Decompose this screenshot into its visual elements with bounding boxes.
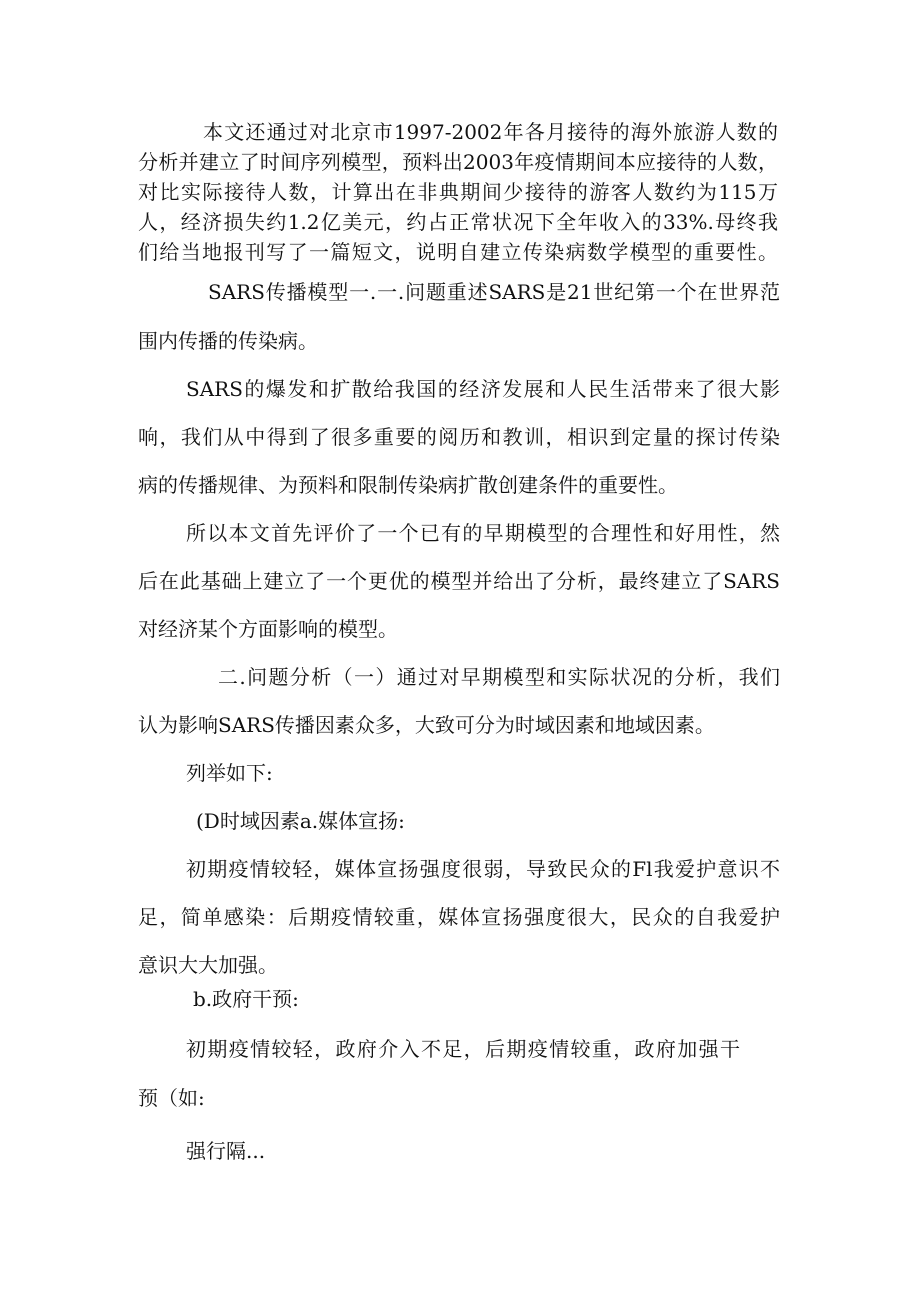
text-line: 后在此基础上建立了一个更优的模型并给出了分析，最终建立了SARS — [138, 569, 780, 593]
text-line: 意识大大加强。 — [138, 953, 278, 977]
text-line: 所以本文首先评价了一个已有的早期模型的合理性和好用性，然 — [186, 521, 780, 545]
text-line: (D时域因素a.媒体宣扬: — [196, 809, 405, 833]
text-line: 预（如: — [138, 1086, 205, 1110]
text-line: 初期疫情较轻，政府介入不足，后期疫情较重，政府加强干 — [186, 1037, 740, 1061]
text-line: 足，简单感染：后期疫情较重，媒体宣扬强度很大，民众的自我爱护 — [138, 905, 780, 929]
text-line: 围内传播的传染病。 — [138, 329, 318, 353]
text-line: SARS传播模型一.一.问题重述SARS是21世纪第一个在世界范 — [208, 280, 780, 304]
text-line: 二.问题分析（一）通过对早期模型和实际状况的分析，我们 — [218, 665, 780, 689]
text-line: 病的传播规律、为预料和限制传染病扩散创建条件的重要性。 — [138, 473, 678, 497]
text-line: 人，经济损失约1.2亿美元，约占正常状况下全年收入的33%.母终我 — [138, 210, 778, 234]
text-line: 列举如下: — [186, 761, 273, 785]
text-line: 们给当地报刊写了一篇短文，说明自建立传染病数学模型的重要性。 — [138, 240, 778, 264]
text-line: 本文还通过对北京市1997-2002年各月接待的海外旅游人数的 — [203, 120, 778, 144]
text-line: 认为影响SARS传播因素众多，大致可分为时域因素和地域因素。 — [138, 713, 715, 737]
text-line: 初期疫情较轻，媒体宣扬强度很弱，导致民众的Fl我爱护意识不 — [186, 857, 780, 881]
text-line: 对比实际接待人数，计算出在非典期间少接待的游客人数约为115万 — [138, 180, 778, 204]
text-line: b.政府干预: — [193, 987, 299, 1011]
text-line: 分析并建立了时间序列模型，预料出2003年疫情期间本应接待的人数， — [138, 150, 778, 174]
text-line: 对经济某个方面影响的模型。 — [138, 617, 398, 641]
text-line: SARS的爆发和扩散给我国的经济发展和人民生活带来了很大影 — [186, 377, 780, 401]
text-line: 强行隔... — [186, 1139, 266, 1163]
text-line: 响，我们从中得到了很多重要的阅历和教训，相识到定量的探讨传染 — [138, 425, 780, 449]
